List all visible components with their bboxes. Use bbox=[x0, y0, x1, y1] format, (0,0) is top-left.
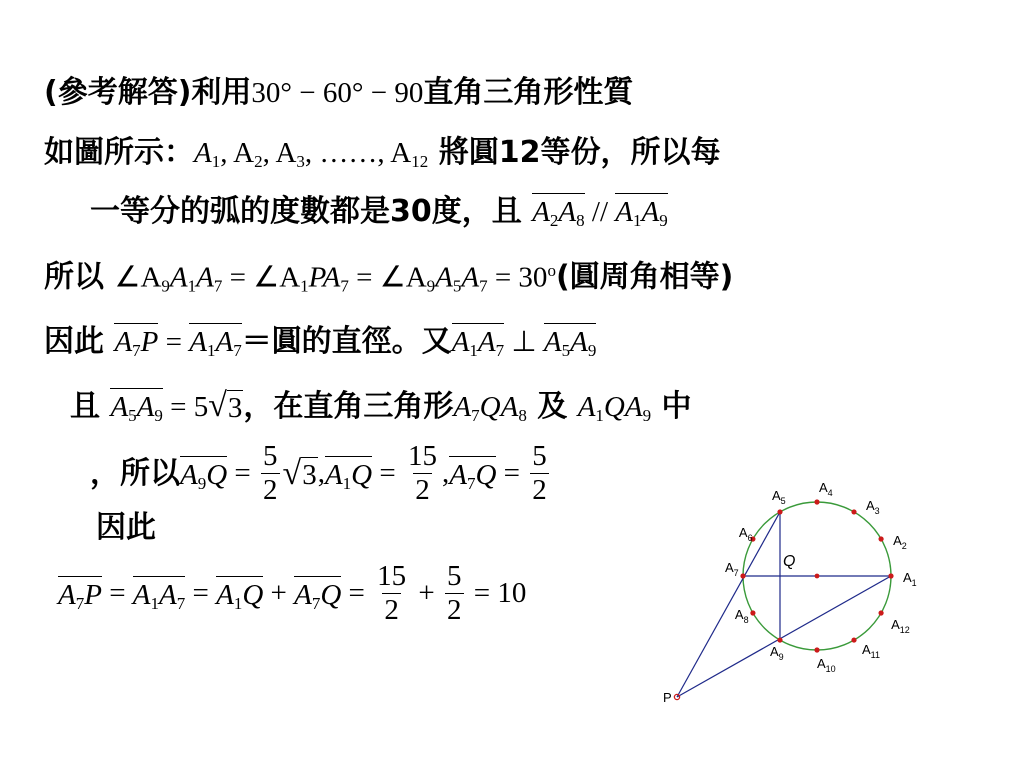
label-a4 bbox=[819, 480, 833, 498]
seg-letter: A bbox=[189, 326, 207, 358]
label-p: P bbox=[663, 690, 672, 705]
seg-sub: 5 bbox=[561, 341, 571, 360]
label-letter: A bbox=[903, 570, 912, 585]
denominator: 2 bbox=[532, 474, 547, 506]
plus-symbol: + bbox=[263, 577, 295, 609]
triangle-a1qa9 bbox=[577, 391, 652, 425]
label-letter: A bbox=[866, 497, 875, 513]
denominator: 2 bbox=[263, 474, 278, 506]
label-a7 bbox=[725, 560, 739, 578]
seg-letter: A bbox=[641, 196, 660, 228]
segment-a7q bbox=[294, 576, 342, 614]
seg-letter: A bbox=[477, 326, 496, 358]
seg-sub: 5 bbox=[128, 406, 137, 425]
point-a10 bbox=[814, 647, 819, 652]
point-a7 bbox=[740, 573, 745, 578]
expr-sub: 7 bbox=[340, 276, 349, 296]
label-letter: A bbox=[770, 644, 779, 660]
seg-letter: A bbox=[532, 196, 550, 228]
label-a1 bbox=[903, 570, 917, 588]
label-q: Q bbox=[783, 553, 796, 570]
segment-a9q bbox=[180, 456, 228, 494]
segment-a1a7 bbox=[189, 323, 242, 360]
comma: , bbox=[317, 457, 325, 489]
seg-letter: A bbox=[180, 459, 198, 492]
label-subscript: 6 bbox=[747, 533, 753, 543]
radicand: 3 bbox=[227, 391, 243, 424]
seg-letter: A bbox=[615, 196, 633, 228]
tri-sub: 9 bbox=[642, 406, 652, 425]
label-a12 bbox=[891, 617, 910, 635]
point-a5 bbox=[777, 509, 782, 514]
seg-letter: Q bbox=[206, 459, 228, 492]
line-4-suffix: (圓周角相等) bbox=[555, 259, 734, 295]
seq-sep: , ……, A bbox=[304, 137, 412, 169]
line-6-and: 及 bbox=[526, 389, 578, 424]
seg-letter: A bbox=[132, 579, 151, 612]
denominator: 2 bbox=[415, 474, 430, 506]
point-a12 bbox=[878, 610, 883, 615]
fraction-5-2 bbox=[445, 562, 464, 625]
line-3-prefix: 一等分的弧的度數都是30度，且 bbox=[90, 194, 533, 229]
segment-a2a8 bbox=[532, 193, 585, 230]
label-subscript: 12 bbox=[899, 625, 910, 635]
comma: , bbox=[441, 457, 450, 489]
seg-sub: 1 bbox=[469, 341, 478, 360]
label-letter: A bbox=[817, 656, 826, 671]
point-a9 bbox=[777, 637, 782, 642]
seg-letter: A bbox=[324, 459, 343, 492]
seg-letter: A bbox=[216, 579, 234, 612]
seg-sub: 1 bbox=[342, 474, 352, 494]
label-subscript: 10 bbox=[825, 664, 836, 674]
seq-a: A bbox=[194, 137, 212, 169]
expr-sub: 1 bbox=[300, 276, 309, 296]
seg-letter: A bbox=[136, 391, 155, 423]
seg-sub: 1 bbox=[150, 594, 160, 614]
seg-sub: 1 bbox=[233, 594, 243, 614]
point-a8 bbox=[750, 610, 755, 615]
tri-sub: 7 bbox=[471, 406, 480, 425]
seg-letter: A bbox=[110, 391, 129, 423]
line-1-math: 30° − 60° − 90 bbox=[251, 77, 424, 109]
label-a5 bbox=[772, 488, 786, 506]
angle-equation bbox=[114, 261, 556, 296]
point-a2 bbox=[878, 536, 883, 541]
tri-letter: A bbox=[453, 391, 472, 423]
line-6-mid: ，在直角三角形 bbox=[243, 389, 454, 424]
point-a11 bbox=[851, 637, 856, 642]
line-5 bbox=[44, 323, 597, 360]
label-letter: A bbox=[734, 607, 744, 622]
seg-letter: A bbox=[451, 326, 470, 358]
final-equation bbox=[58, 562, 526, 625]
seq-sub: 1 bbox=[211, 152, 221, 171]
line-5-prefix: 因此 bbox=[44, 324, 115, 359]
seg-sub: 7 bbox=[495, 341, 505, 360]
seq-sub: 12 bbox=[411, 152, 429, 171]
label-letter: A bbox=[819, 480, 828, 495]
parallel-statement bbox=[532, 193, 668, 230]
label-a10 bbox=[817, 656, 836, 674]
fraction-5-2 bbox=[261, 442, 280, 505]
line-3 bbox=[90, 193, 668, 230]
expr-sub: 5 bbox=[452, 276, 462, 296]
point-sequence bbox=[194, 137, 429, 171]
equals-five: = 5 bbox=[162, 391, 209, 423]
line-7-prefix: ，所以 bbox=[90, 455, 180, 491]
denominator: 2 bbox=[447, 594, 462, 626]
segment-a7q bbox=[449, 456, 497, 494]
numerator: 15 bbox=[407, 440, 437, 472]
seg-letter: A bbox=[159, 579, 177, 612]
label-a9 bbox=[770, 644, 784, 662]
equals-symbol: = bbox=[466, 577, 498, 609]
segment-values: $A_9Q$ = $\frac{5}{2}$ √ 3 , $A_1Q$ = $\frac{15}{2}$ , $A_7Q$ = $\frac{5}{2}$ bbox=[180, 440, 547, 506]
sqrt-three bbox=[208, 389, 243, 423]
seq-sep: , A bbox=[220, 137, 255, 169]
expr-part: A bbox=[169, 261, 188, 294]
label-a6 bbox=[739, 525, 753, 543]
seg-sub: 9 bbox=[659, 211, 668, 230]
segment-a1a7 bbox=[132, 576, 186, 614]
seq-sep: , A bbox=[262, 137, 297, 169]
point-center bbox=[815, 574, 820, 579]
seg-letter: A bbox=[543, 326, 562, 358]
label-subscript: 9 bbox=[778, 652, 784, 663]
line-8 bbox=[96, 510, 156, 545]
point-a4 bbox=[814, 499, 819, 504]
seg-sub: 1 bbox=[632, 211, 642, 230]
line-6-prefix: 且 bbox=[70, 389, 111, 424]
segment-a5a9 bbox=[543, 323, 597, 360]
label-a11 bbox=[862, 642, 880, 660]
segment-a7p bbox=[114, 323, 159, 360]
numerator: 5 bbox=[263, 440, 278, 472]
seg-letter: P bbox=[140, 326, 159, 358]
circle-diagram bbox=[660, 475, 960, 715]
segment-a5a9-b bbox=[110, 388, 163, 425]
label-a2 bbox=[893, 533, 907, 551]
expr-part: A bbox=[461, 261, 480, 294]
seg-letter: A bbox=[558, 196, 577, 228]
line-8-text: 因此 bbox=[96, 510, 156, 545]
equals-symbol: = bbox=[341, 577, 373, 609]
seg-sub: 7 bbox=[176, 594, 186, 614]
label-subscript: 7 bbox=[733, 568, 739, 578]
radical-sign: √ bbox=[282, 454, 302, 492]
tri-sub: 8 bbox=[518, 406, 527, 425]
radical-sign: √ bbox=[208, 387, 227, 424]
label-letter: A bbox=[725, 560, 734, 575]
plus-symbol: + bbox=[411, 577, 443, 609]
expr-sub: 9 bbox=[161, 276, 170, 296]
seg-sub: 2 bbox=[549, 211, 559, 230]
line-2-suffix: 將圓12等份，所以每 bbox=[428, 135, 721, 170]
fraction-15-2 bbox=[375, 562, 408, 625]
line-2-prefix: 如圖所示： bbox=[44, 135, 194, 170]
seg-letter: A bbox=[449, 459, 467, 492]
expr-part: A bbox=[196, 261, 214, 294]
label-subscript: 3 bbox=[874, 505, 880, 516]
equals-symbol: = bbox=[185, 577, 217, 609]
point-a1 bbox=[888, 573, 893, 578]
seg-letter: A bbox=[114, 326, 133, 358]
triangle-a7qa8 bbox=[453, 391, 527, 425]
seg-letter: A bbox=[215, 326, 234, 358]
seg-sub: 7 bbox=[466, 474, 476, 494]
seg-letter: Q bbox=[320, 579, 342, 612]
seg-sub: 9 bbox=[197, 474, 207, 494]
equals-symbol: = bbox=[158, 326, 190, 358]
equals-symbol: = bbox=[101, 577, 133, 609]
seg-sub: 9 bbox=[154, 406, 163, 425]
segment-a1a9 bbox=[615, 193, 668, 230]
line-4 bbox=[44, 259, 734, 296]
length-equation bbox=[110, 388, 243, 423]
expr-sub: 1 bbox=[187, 276, 197, 296]
seg-letter: P bbox=[84, 579, 102, 612]
label-letter: A bbox=[772, 487, 781, 503]
line-1-suffix: 直角三角形性質 bbox=[423, 75, 634, 110]
numerator: 5 bbox=[447, 560, 462, 592]
line-4-prefix: 所以 bbox=[44, 259, 115, 295]
seg-sub: 7 bbox=[75, 594, 85, 614]
seg-sub: 7 bbox=[233, 341, 242, 360]
label-subscript: 4 bbox=[827, 488, 833, 498]
expr-part: = ∠A bbox=[222, 261, 301, 294]
line-1 bbox=[44, 75, 634, 110]
line-7 bbox=[90, 442, 552, 505]
label-subscript: 2 bbox=[901, 541, 907, 551]
seg-letter: Q bbox=[475, 459, 497, 492]
expr-sub: 9 bbox=[426, 276, 436, 296]
sqrt-three bbox=[282, 454, 318, 492]
seg-letter: Q bbox=[351, 459, 373, 492]
expr-sub: 7 bbox=[479, 276, 488, 296]
numerator: 5 bbox=[532, 440, 547, 472]
label-letter: A bbox=[891, 617, 900, 632]
result-value: 10 bbox=[497, 577, 527, 609]
denominator: 2 bbox=[384, 594, 399, 626]
seg-letter: A bbox=[570, 326, 588, 358]
segment-a7p bbox=[58, 576, 102, 614]
seg-sub: 7 bbox=[132, 341, 141, 360]
label-subscript: 1 bbox=[911, 578, 917, 588]
line-6-suffix: 中 bbox=[651, 389, 692, 424]
line-2 bbox=[44, 135, 721, 171]
segment-a1a7-b bbox=[451, 323, 505, 360]
radicand: 3 bbox=[302, 459, 317, 492]
line-1-prefix: (參考解答)利用 bbox=[44, 75, 252, 110]
label-subscript: 11 bbox=[870, 650, 881, 661]
segment-a1q bbox=[324, 456, 373, 494]
expr-part: = ∠A bbox=[348, 261, 427, 294]
segment-a1q bbox=[216, 576, 264, 614]
seg-sub: 1 bbox=[206, 341, 216, 360]
seg-sub: 8 bbox=[576, 211, 585, 230]
label-subscript: 5 bbox=[780, 495, 786, 506]
label-letter: A bbox=[738, 525, 748, 540]
fraction-5-2-b bbox=[530, 442, 549, 505]
line-a5-p bbox=[677, 512, 780, 697]
expr-part: PA bbox=[308, 261, 341, 294]
seg-letter: A bbox=[294, 579, 312, 612]
line-9 bbox=[58, 562, 526, 625]
perpendicular-symbol: ⊥ bbox=[504, 326, 544, 358]
tri-sub: 1 bbox=[595, 406, 604, 425]
seg-sub: 7 bbox=[311, 594, 321, 614]
perpendicular-statement bbox=[451, 323, 597, 360]
tri-letter: A bbox=[577, 391, 596, 423]
expr-sub: 7 bbox=[213, 276, 223, 296]
expr-part: A bbox=[435, 261, 453, 294]
label-a8 bbox=[735, 607, 749, 625]
seq-sub: 3 bbox=[296, 152, 305, 171]
expr-part: ∠A bbox=[114, 261, 162, 294]
tri-letter: QA bbox=[603, 391, 643, 423]
line-5-mid: ＝圓的直徑。又 bbox=[241, 324, 452, 359]
point-a3 bbox=[851, 509, 856, 514]
diagram-root bbox=[663, 480, 917, 705]
degree-mark: o bbox=[547, 261, 556, 280]
numerator: 15 bbox=[377, 560, 407, 592]
tri-letter: QA bbox=[479, 391, 519, 423]
label-a3 bbox=[866, 498, 880, 516]
line-6 bbox=[70, 388, 692, 423]
diameter-equation bbox=[114, 323, 242, 360]
seq-sub: 2 bbox=[254, 152, 263, 171]
fraction-15-2 bbox=[406, 442, 439, 505]
label-letter: A bbox=[893, 533, 902, 548]
expr-part: = 30 bbox=[487, 261, 548, 294]
seg-letter: Q bbox=[242, 579, 264, 612]
seg-letter: A bbox=[58, 579, 76, 612]
label-subscript: 8 bbox=[743, 615, 749, 625]
label-letter: A bbox=[862, 642, 871, 658]
parallel-symbol: // bbox=[584, 196, 616, 228]
seg-sub: 9 bbox=[587, 341, 597, 360]
